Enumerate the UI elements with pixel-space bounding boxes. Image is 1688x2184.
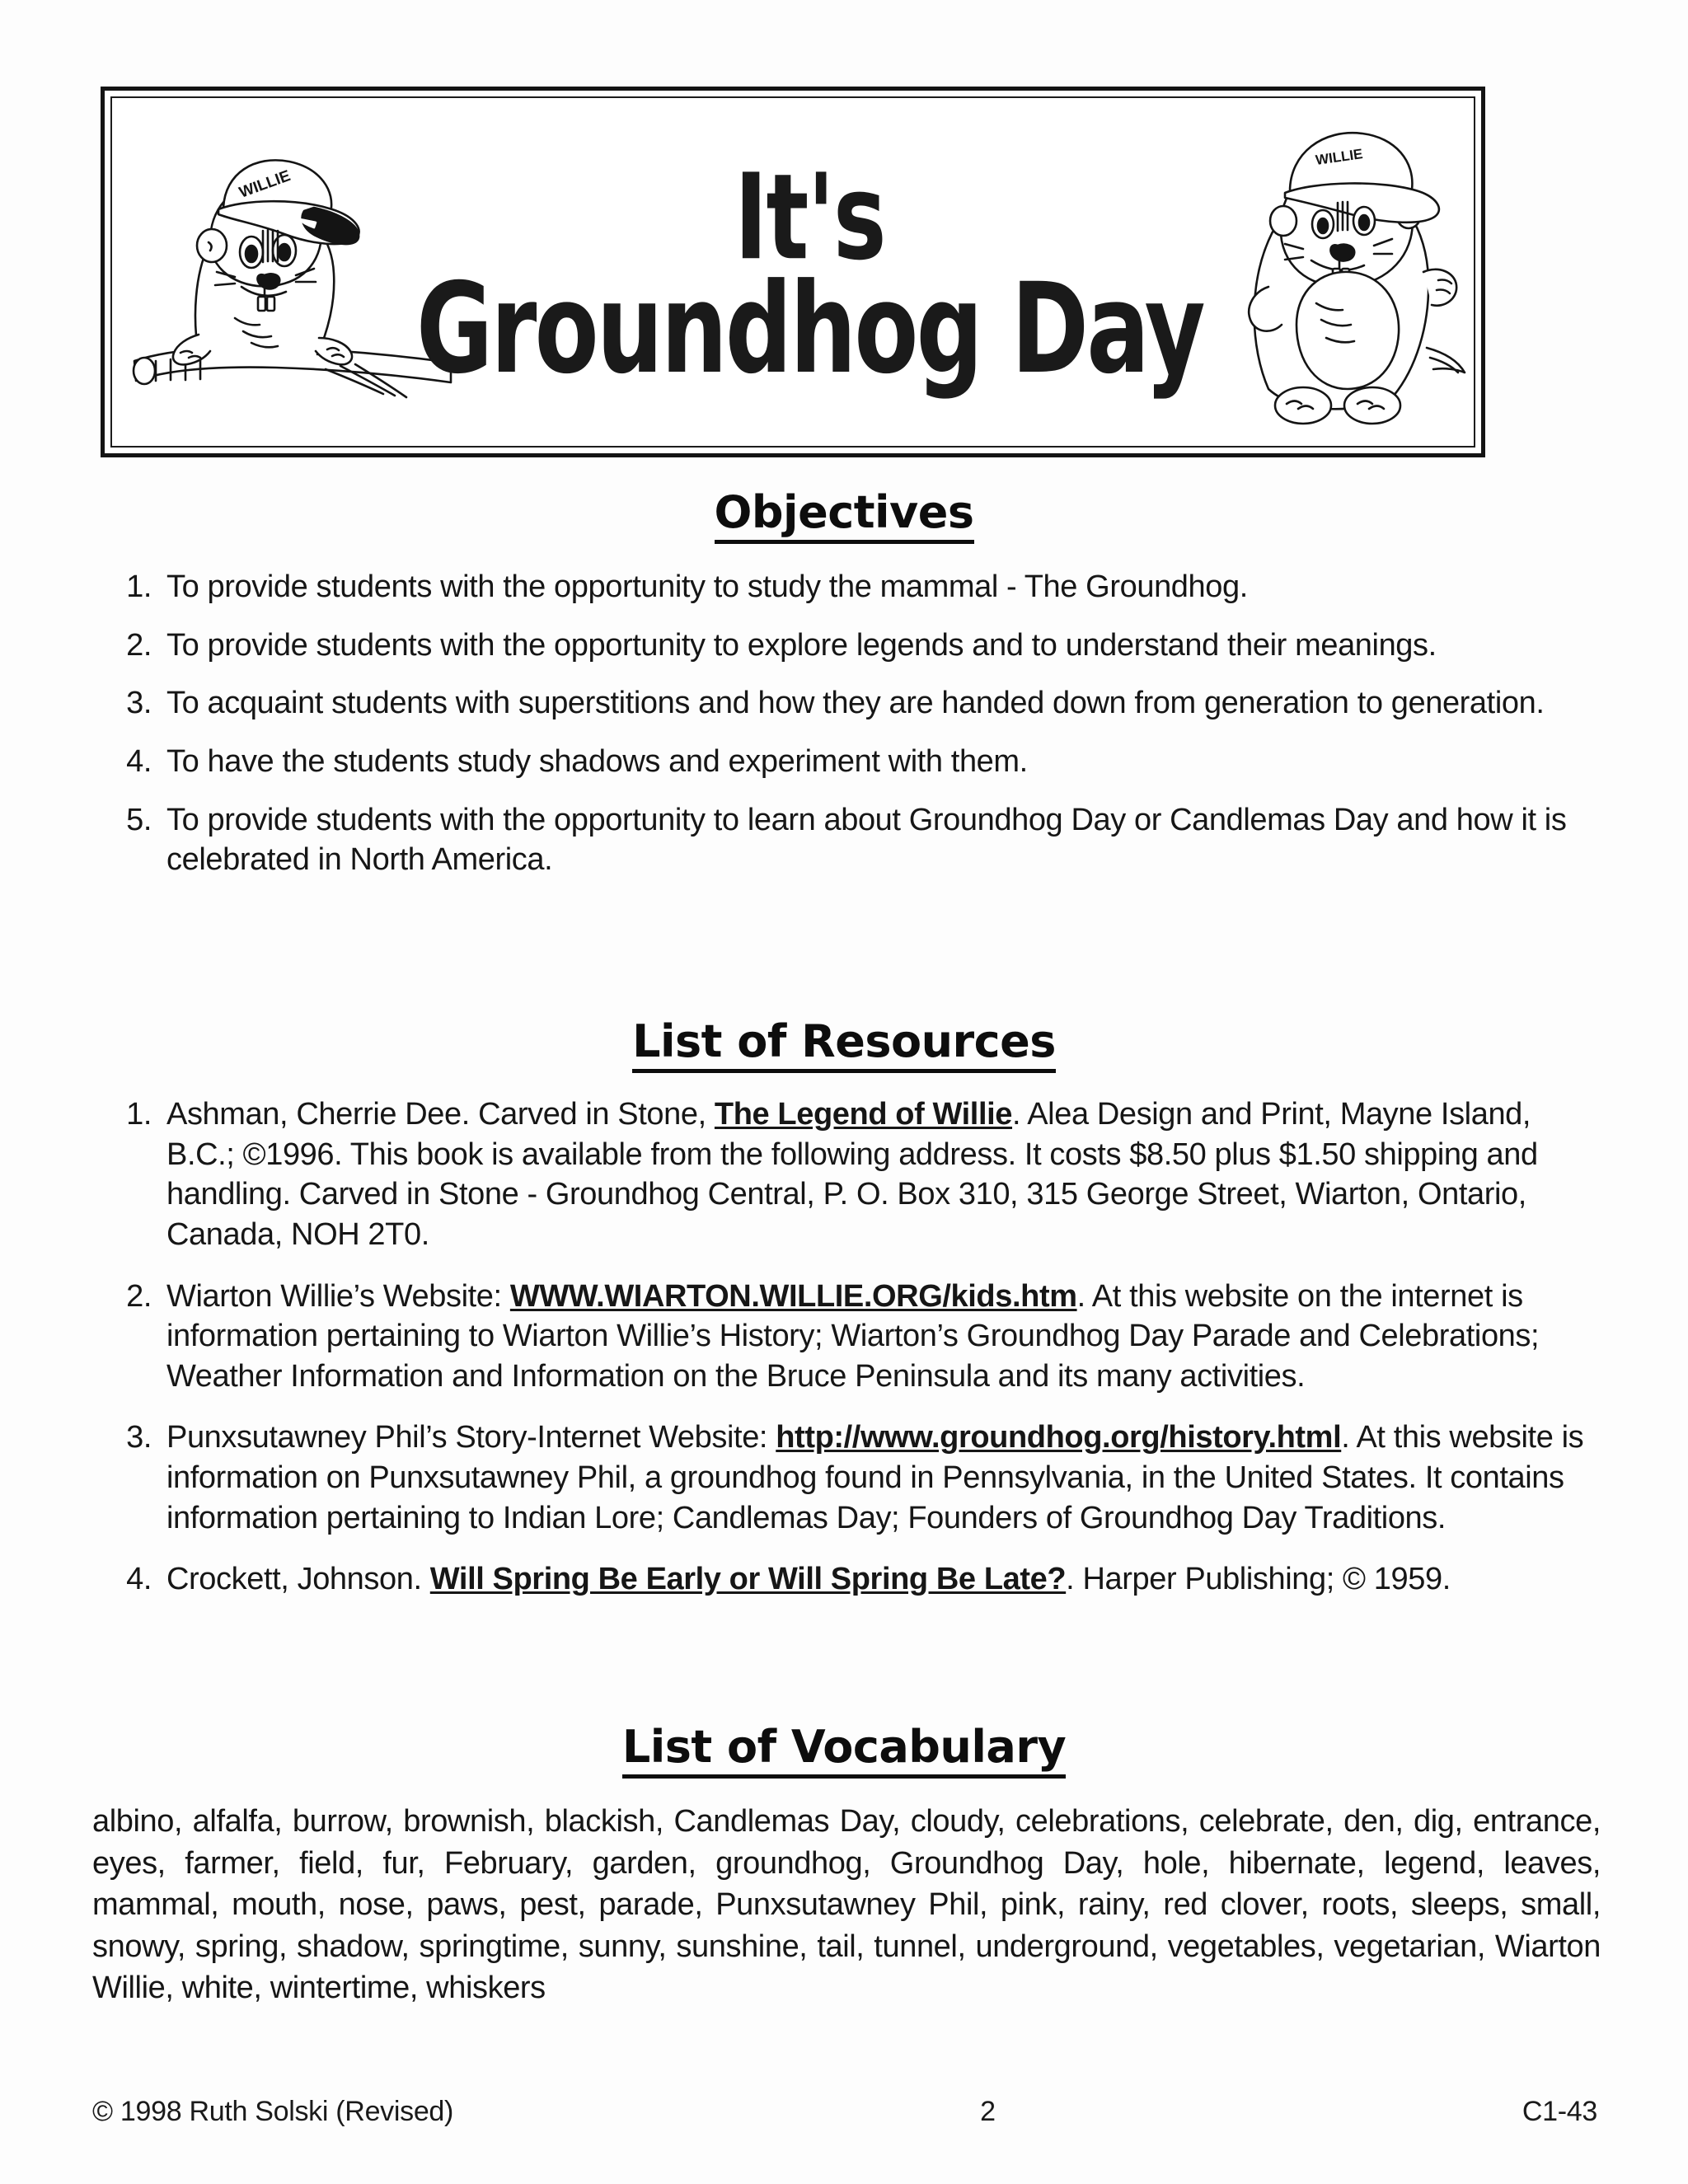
objective-number: 2.: [126, 627, 152, 663]
groundhog-mascot-right-icon: [1217, 101, 1473, 447]
resources-heading: [0, 1015, 1688, 1067]
resource-text-post: . Harper Publishing; © 1959.: [1066, 1562, 1451, 1597]
vocabulary-word-list: albino, alfalfa, burrow, brownish, blackish, Candlemas Day, cloudy, celebrations, celebrate, den, dig, entrance, eyes, farmer, field, fur, February, garden, groundhog, Groundhog Day, hole, hibernate, legend, leaves, mammal, mouth, nose, paws, pest, parade, Punxsutawney Phil, pink, rainy, red clover, roots, sleeps, small, snowy, spring, shadow, springtime, sunny, sunshine, tail, tunnel, underground, vegetables, vegetarian, Wiarton Willie, white, wintertime, whiskers: [92, 1804, 1601, 2006]
vocabulary-heading: [0, 1721, 1688, 1773]
resource-url-emphasis[interactable]: http://www.groundhog.org/history.html: [776, 1420, 1342, 1455]
footer-copyright: © 1998 Ruth Solski (Revised): [92, 2096, 454, 2127]
resource-text-pre: Wiarton Willie’s Website:: [166, 1278, 510, 1314]
resource-text-pre: Crockett, Johnson.: [166, 1562, 430, 1597]
banner-title-line1: It's: [734, 148, 885, 287]
resource-item: [106, 1094, 1589, 1255]
objectives-heading: [0, 486, 1688, 538]
objective-text: To provide students with the opportunity to learn about Groundhog Day or Candlemas Day and how it is celebrated in North America.: [166, 802, 1567, 878]
objective-item: [106, 683, 1589, 724]
objective-number: 5.: [126, 802, 152, 837]
resources-list: [106, 1094, 1589, 1621]
objective-text: To provide students with the opportunity to study the mammal - The Groundhog.: [166, 569, 1248, 604]
objective-item: [106, 567, 1589, 607]
mascot-cap-label-left: WILLIE: [237, 166, 293, 202]
resource-item: [106, 1418, 1589, 1538]
objective-number: 4.: [126, 743, 152, 779]
resource-item: [106, 1277, 1589, 1397]
resource-title-emphasis: The Legend of Willie: [714, 1097, 1013, 1132]
groundhog-mascot-left-icon: [120, 122, 466, 452]
objective-text: To have the students study shadows and experiment with them.: [166, 743, 1028, 779]
banner-title: [415, 115, 1203, 437]
objective-item: [106, 742, 1589, 782]
mascot-cap-label-right: WILLIE: [1314, 146, 1364, 168]
resource-url-emphasis[interactable]: WWW.WIARTON.WILLIE.ORG/kids.htm: [509, 1278, 1077, 1314]
objective-number: 3.: [126, 686, 152, 721]
resource-text-post: . Alea Design and Print, Mayne Island, B.C.; ©1996. This book is available from the following address. It costs $8.50 plus $1.50 shipping and handling. Carved in Stone - Groundhog Central, P. O. Box 310, 315 George Street, Wiarton, Ontario, Canada, NOH 2T0.: [166, 1097, 1538, 1252]
resource-item: [106, 1559, 1589, 1600]
resource-text: [166, 1277, 1589, 1397]
resource-number: 4.: [126, 1562, 152, 1597]
title-banner: [101, 87, 1485, 457]
resource-number: 1.: [126, 1097, 152, 1132]
objective-text: To acquaint students with superstitions and how they are handed down from generation to generation.: [166, 686, 1545, 721]
resource-text-pre: Punxsutawney Phil’s Story-Internet Website:: [166, 1420, 776, 1455]
objectives-list: [106, 567, 1589, 898]
resources-heading-text: List of Resources: [632, 1015, 1056, 1073]
resource-text-pre: Ashman, Cherrie Dee. Carved in Stone,: [166, 1097, 715, 1132]
resource-number: 3.: [126, 1420, 152, 1455]
resource-text-post: . At this website on the internet is information pertaining to Wiarton Willie’s History; Wiarton’s Groundhog Day Parade and Celebrations; Weather Information and Information on the Bruce Peninsula and its many activities.: [166, 1278, 1540, 1394]
resource-text: [166, 1094, 1589, 1255]
resource-title-emphasis: Will Spring Be Early or Will Spring Be Late?: [429, 1562, 1067, 1597]
objective-number: 1.: [126, 569, 152, 604]
footer-code: C1-43: [1522, 2096, 1597, 2127]
objective-item: [106, 800, 1589, 880]
resource-text-post: . At this website is information on Punxsutawney Phil, a groundhog found in Pennsylvania, in the United States. It contains information pertaining to Indian Lore; Candlemas Day; Founders of Groundhog Day Traditions.: [166, 1420, 1584, 1535]
objectives-heading-text: Objectives: [715, 486, 974, 544]
banner-title-line2: Groundhog Day: [415, 255, 1203, 401]
page-footer: [92, 2096, 1597, 2128]
vocabulary-heading-text: List of Vocabulary: [622, 1721, 1066, 1779]
objective-item: [106, 626, 1589, 666]
footer-page-number: 2: [980, 2096, 996, 2127]
resource-text: [166, 1559, 1589, 1600]
resource-text: [166, 1418, 1589, 1538]
resource-number: 2.: [126, 1278, 152, 1314]
objective-text: To provide students with the opportunity to explore legends and to understand their meanings.: [166, 627, 1437, 663]
